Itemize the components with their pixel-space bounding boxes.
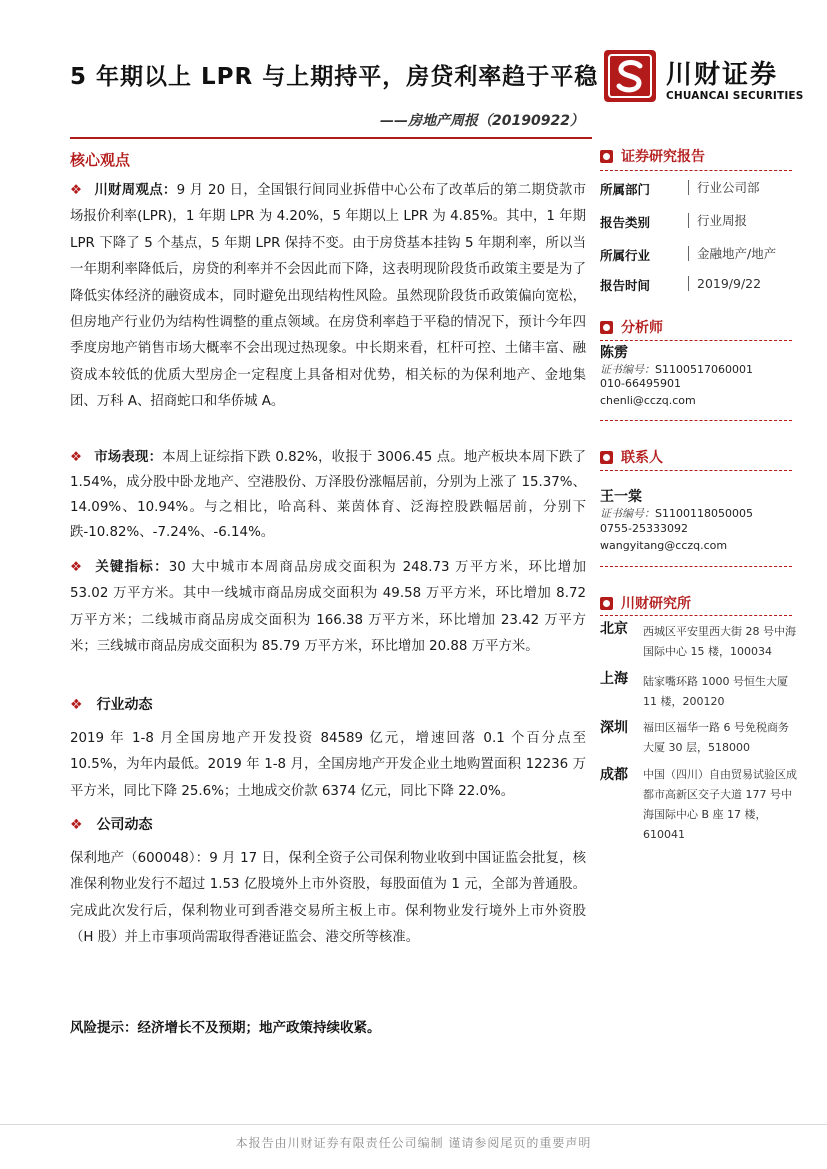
company-news-text: 保利地产（600048）：9 月 17 日，保利全资子公司保利物业收到中国证监会批复，核准保利物业发行不超过 1.53 亿股境外上市外资股，每股面值为 1 元，全部为普通股。完成此次发行后，保利物业可到香港交易所主板上市。保利物业发行境外上市外资股（H 股）并上市事项尚需取得香港证监会、港交所等核准。 xyxy=(70,851,586,946)
analyst-certificate: 证书编号：S1100517060001 xyxy=(600,363,753,376)
analyst-phone: 010-66495901 xyxy=(600,377,681,390)
industry-news-text: 2019 年 1-8 月全国房地产开发投资 84589 亿元，增速回落 0.1 个百分点至 10.5%，为年内最低。2019 年 1-8 月，全国房地产开发企业土地购置面积 12236 万平方米，同比下降 25.6%；土地成交价款 6374 亿元，同比下降 22.0%。 xyxy=(70,731,586,799)
sidebar-divider xyxy=(600,470,792,471)
analyst-heading: 分析师 xyxy=(600,318,663,336)
office-address-beijing: 西城区平安里西大街 28 号中海国际中心 15 楼，100034 xyxy=(643,625,796,658)
bullet-diamond-icon: ❖ xyxy=(70,183,83,198)
contact-email[interactable]: wangyitang@cczq.com xyxy=(600,539,728,552)
report-subtitle: ——房地产周报（20190922） xyxy=(380,113,584,129)
footer-disclaimer: 本报告由川财证券有限责任公司编制 谨请参阅尾页的重要声明 xyxy=(235,1136,592,1150)
logo-chinese-name: 川财证券 xyxy=(666,60,779,90)
analyst-email[interactable]: chenli@cczq.com xyxy=(600,394,696,407)
office-city-shanghai: 上海 xyxy=(600,671,628,687)
company-logo xyxy=(604,50,804,106)
header-divider xyxy=(70,137,592,139)
analyst-icon xyxy=(600,321,613,334)
market-paragraph xyxy=(70,445,586,545)
contact-heading: 联系人 xyxy=(600,448,663,466)
weekly-view-text: 9 月 20 日，全国银行间同业拆借中心公布了改革后的第二期贷款市场报价利率(LPR)，1 年期 LPR 为 4.20%，5 年期以上 LPR 为 4.85%。其中，1 年期 LPR 下降了 5 个基点，5 年期 LPR 保持不变。由于房贷基本挂钩 5 年期利率，所以当一年期利率降低后，房贷的利率并不会因此而下降，这表明现阶段货币政策主要是为了降低实体经济的融资成本，同时避免出现结构性风险。虽然现阶段货币政策偏向宽松，但房地产行业仍为结构性调整的重点领域。在房贷利率趋于平稳的情况下，预计今年四季度房地产销售市场大概率不会出现过热现象。中长期来看，杠杆可控、土储丰富、融资成本较低的优质大型房企一定程度上具备相对优势，相关标的为保利地产、金地集团、万科 A、招商蛇口和华侨城 A。 xyxy=(70,183,587,410)
office-address-shenzhen: 福田区福华一路 6 号免税商务大厦 30 层，518000 xyxy=(643,721,789,754)
contact-phone: 0755-25333092 xyxy=(600,522,688,535)
institute-icon xyxy=(600,597,613,610)
report-icon xyxy=(600,150,613,163)
sidebar-divider xyxy=(600,420,792,421)
bullet-diamond-icon: ❖ xyxy=(70,817,83,833)
market-lead: 市场表现： xyxy=(94,450,163,465)
key-indicators-paragraph xyxy=(70,555,586,661)
core-view-heading: 核心观点 xyxy=(70,151,131,169)
company-news-heading: ❖ 公司动态 xyxy=(70,817,153,833)
analyst-name: 陈雳 xyxy=(600,345,628,361)
contact-certificate: 证书编号：S1100118050005 xyxy=(600,507,753,520)
risk-warning: 风险提示：经济增长不及预期；地产政策持续收紧。 xyxy=(70,1020,381,1036)
key-indicators-text: 30 大中城市本周商品房成交面积为 248.73 万平方米，环比增加 53.02 万平方米。其中一线城市商品房成交面积为 49.58 万平方米，环比增加 8.72 万平方米；二线城市商品房成交面积为 166.38 万平方米，环比增加 23.42 万平方米；三线城市商品房成交面积为 85.79 万平方米，环比增加 20.88 万平方米。 xyxy=(70,560,586,655)
sidebar-divider xyxy=(600,170,792,171)
bullet-diamond-icon: ❖ xyxy=(70,560,84,575)
weekly-view-paragraph xyxy=(70,178,586,416)
chuancai-logo-icon xyxy=(604,50,656,102)
report-title: 5 年期以上 LPR 与上期持平，房贷利率趋于平稳 xyxy=(70,64,599,90)
office-address-shanghai: 陆家嘴环路 1000 号恒生大厦 11 楼，200120 xyxy=(643,675,788,708)
bullet-diamond-icon: ❖ xyxy=(70,450,83,465)
office-address-chengdu: 中国（四川）自由贸易试验区成都市高新区交子大道 177 号中海国际中心 B 座 17 楼，610041 xyxy=(643,768,797,841)
institute-heading: 川财研究所 xyxy=(600,594,691,612)
info-row-report-type: 报告类别 行业周报 xyxy=(600,213,748,230)
market-text: 本周上证综指下跌 0.82%，收报于 3006.45 点。地产板块本周下跌了 1.54%，成分股中卧龙地产、空港股份、万泽股份涨幅居前，分别为上涨了 15.37%、14.09%、10.94%。与之相比，哈高科、莱茵体育、泛海控股跌幅居前，分别下跌-10.82%、-7.24%、-6.14%。 xyxy=(70,450,587,540)
sidebar-divider xyxy=(600,615,792,616)
office-city-chengdu: 成都 xyxy=(600,767,628,783)
research-report-heading: 证券研究报告 xyxy=(600,147,705,165)
info-row-industry: 所属行业 金融地产/地产 xyxy=(600,246,777,263)
contact-name: 王一棠 xyxy=(600,489,642,505)
info-row-report-date: 报告时间 2019/9/22 xyxy=(600,276,762,293)
bullet-diamond-icon: ❖ xyxy=(70,697,83,713)
office-city-shenzhen: 深圳 xyxy=(600,720,628,736)
sidebar-divider xyxy=(600,566,792,567)
info-row-department: 所属部门 行业公司部 xyxy=(600,180,760,197)
logo-english-name: CHUANCAI SECURITIES xyxy=(666,90,804,102)
sidebar-divider xyxy=(600,340,792,341)
contact-icon xyxy=(600,451,613,464)
key-indicators-lead: 关键指标： xyxy=(95,560,169,575)
footer-divider xyxy=(0,1124,827,1125)
office-city-beijing: 北京 xyxy=(600,621,628,637)
industry-news-heading: ❖ 行业动态 xyxy=(70,697,153,713)
weekly-view-lead: 川财周观点： xyxy=(94,183,177,198)
